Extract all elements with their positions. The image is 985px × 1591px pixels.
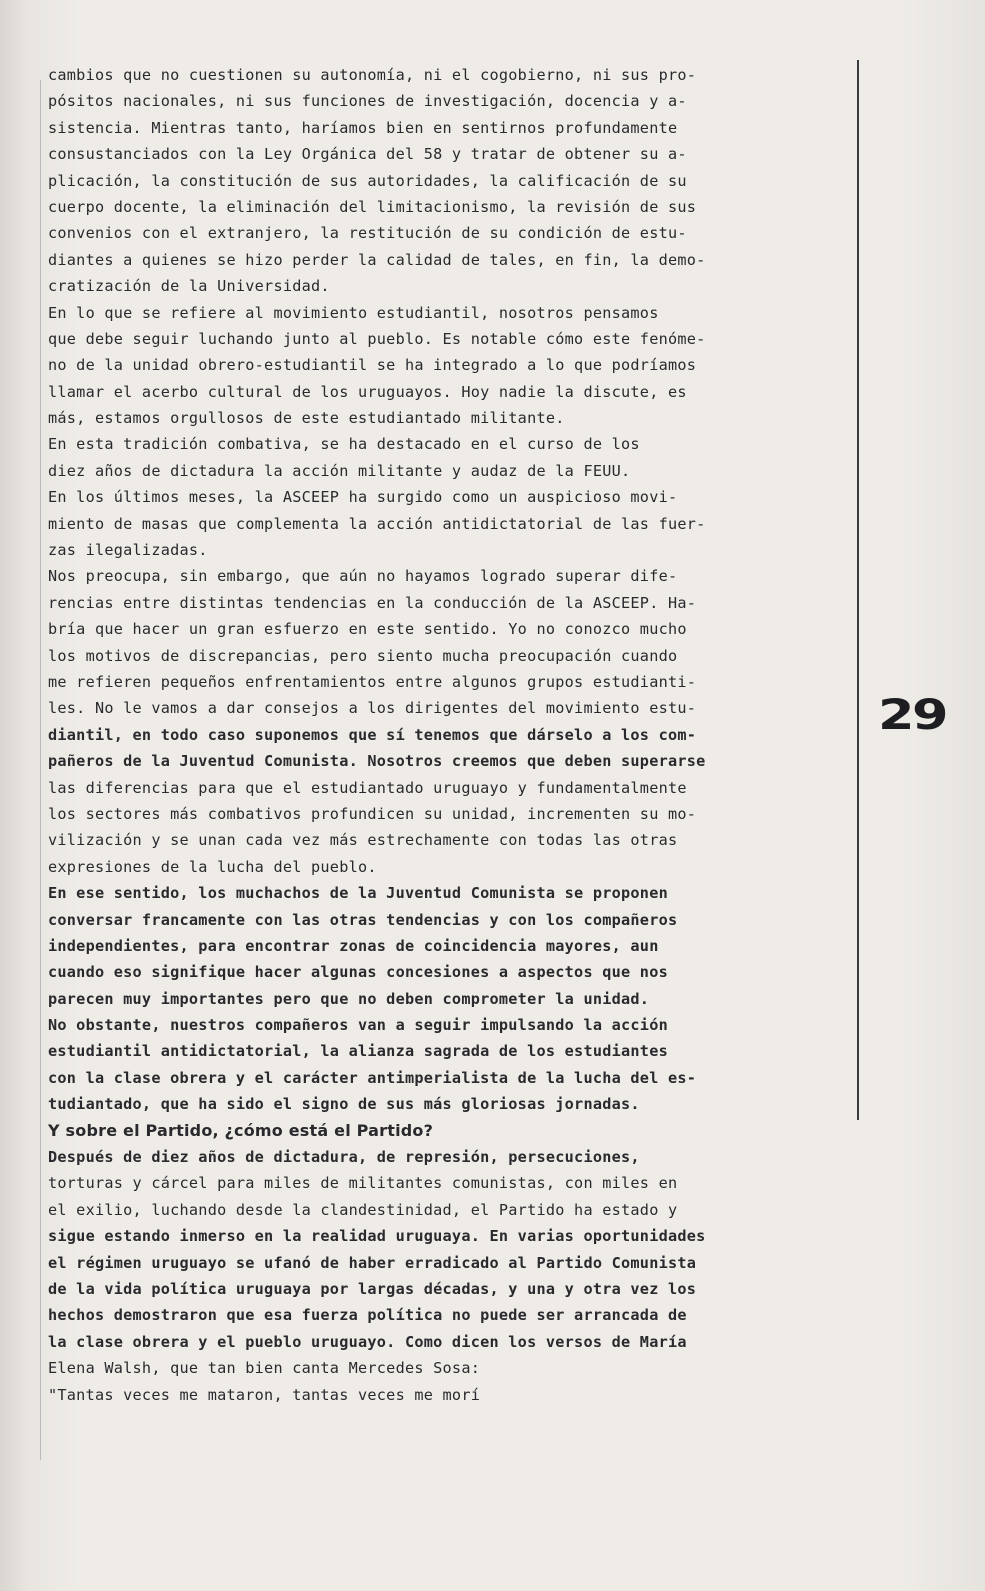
text-line: más, estamos orgullosos de este estudiantado militante.: [48, 409, 565, 428]
text-line: En lo que se refiere al movimiento estudiantil, nosotros pensamos: [48, 303, 659, 322]
text-line: conversar francamente con las otras tendencias y con los compañeros: [48, 910, 678, 929]
text-line: las diferencias para que el estudiantado uruguayo y fundamentalmente: [48, 778, 687, 797]
text-line: parecen muy importantes pero que no deben comprometer la unidad.: [48, 989, 650, 1008]
section-heading: Y sobre el Partido, ¿cómo está el Partido?: [48, 1120, 434, 1140]
text-line: En los últimos meses, la ASCEEP ha surgido como un auspicioso movi-: [48, 488, 678, 507]
text-line: no de la unidad obrero-estudiantil se ha integrado a lo que podríamos: [48, 356, 697, 375]
text-line: En ese sentido, los muchachos de la Juventud Comunista se proponen: [48, 884, 668, 903]
text-line: sigue estando inmerso en la realidad uruguaya. En varias oportunidades: [48, 1227, 706, 1246]
left-margin-rule: [40, 80, 41, 1460]
text-line: el régimen uruguayo se ufanó de haber erradicado al Partido Comunista: [48, 1253, 697, 1272]
text-line: estudiantil antidictatorial, la alianza sagrada de los estudiantes: [48, 1042, 668, 1061]
text-line: los sectores más combativos profundicen su unidad, incrementen su mo-: [48, 804, 697, 823]
text-line: que debe seguir luchando junto al pueblo. Es notable cómo este fenóme-: [48, 329, 706, 348]
text-line: plicación, la constitución de sus autoridades, la calificación de su: [48, 171, 687, 190]
text-line: el exilio, luchando desde la clandestinidad, el Partido ha estado y: [48, 1200, 678, 1219]
text-line: Después de diez años de dictadura, de represión, persecuciones,: [48, 1148, 640, 1167]
text-line: tudiantado, que ha sido el signo de sus más gloriosas jornadas.: [48, 1095, 640, 1114]
text-line: me refieren pequeños enfrentamientos entre algunos grupos estudianti-: [48, 672, 697, 691]
text-line: con la clase obrera y el carácter antimperialista de la lucha del es-: [48, 1068, 697, 1087]
text-line: diantes a quienes se hizo perder la calidad de tales, en fin, la demo-: [48, 250, 706, 269]
text-line: No obstante, nuestros compañeros van a seguir impulsando la acción: [48, 1016, 668, 1035]
text-line: de la vida política uruguaya por largas décadas, y una y otra vez los: [48, 1279, 697, 1298]
text-line: diez años de dictadura la acción militante y audaz de la FEUU.: [48, 461, 631, 480]
text-line: Nos preocupa, sin embargo, que aún no hayamos logrado superar dife-: [48, 567, 678, 586]
text-line: vilización y se unan cada vez más estrechamente con todas las otras: [48, 831, 678, 850]
text-line: convenios con el extranjero, la restitución de su condición de estu-: [48, 224, 687, 243]
body-text: [48, 62, 848, 1408]
text-line: pósitos nacionales, ni sus funciones de investigación, docencia y a-: [48, 92, 687, 111]
right-margin-rule: [857, 60, 859, 1120]
text-line: cuando eso signifique hacer algunas concesiones a aspectos que nos: [48, 963, 668, 982]
text-line: miento de masas que complementa la acción antidictatorial de las fuer-: [48, 514, 706, 533]
text-line: cambios que no cuestionen su autonomía, ni el cogobierno, ni sus pro-: [48, 66, 697, 84]
text-line: hechos demostraron que esa fuerza política no puede ser arrancada de: [48, 1306, 687, 1325]
text-line: consustanciados con la Ley Orgánica del 58 y tratar de obtener su a-: [48, 145, 687, 164]
text-line: En esta tradición combativa, se ha destacado en el curso de los: [48, 435, 640, 454]
text-line: "Tantas veces me mataron, tantas veces me morí: [48, 1385, 481, 1404]
text-line: llamar el acerbo cultural de los uruguayos. Hoy nadie la discute, es: [48, 382, 687, 401]
text-line: Elena Walsh, que tan bien canta Mercedes Sosa:: [48, 1359, 481, 1378]
text-line: diantil, en todo caso suponemos que sí tenemos que dárselo a los com-: [48, 725, 697, 744]
text-line: los motivos de discrepancias, pero siento mucha preocupación cuando: [48, 646, 678, 665]
text-line: torturas y cárcel para miles de militantes comunistas, con miles en: [48, 1174, 678, 1193]
text-line: bría que hacer un gran esfuerzo en este sentido. Yo no conozco mucho: [48, 620, 687, 639]
text-line: rencias entre distintas tendencias en la conducción de la ASCEEP. Ha-: [48, 593, 697, 612]
text-line: expresiones de la lucha del pueblo.: [48, 857, 377, 876]
text-line: pañeros de la Juventud Comunista. Nosotros creemos que deben superarse: [48, 752, 706, 771]
text-line: la clase obrera y el pueblo uruguayo. Como dicen los versos de María: [48, 1332, 687, 1351]
text-line: independientes, para encontrar zonas de coincidencia mayores, aun: [48, 936, 659, 955]
page-number: 29: [878, 690, 947, 739]
text-line: sistencia. Mientras tanto, haríamos bien en sentirnos profundamente: [48, 118, 678, 137]
text-line: cuerpo docente, la eliminación del limitacionismo, la revisión de sus: [48, 197, 697, 216]
text-line: cratización de la Universidad.: [48, 277, 330, 296]
text-line: les. No le vamos a dar consejos a los dirigentes del movimiento estu-: [48, 699, 697, 718]
text-line: zas ilegalizadas.: [48, 541, 208, 560]
